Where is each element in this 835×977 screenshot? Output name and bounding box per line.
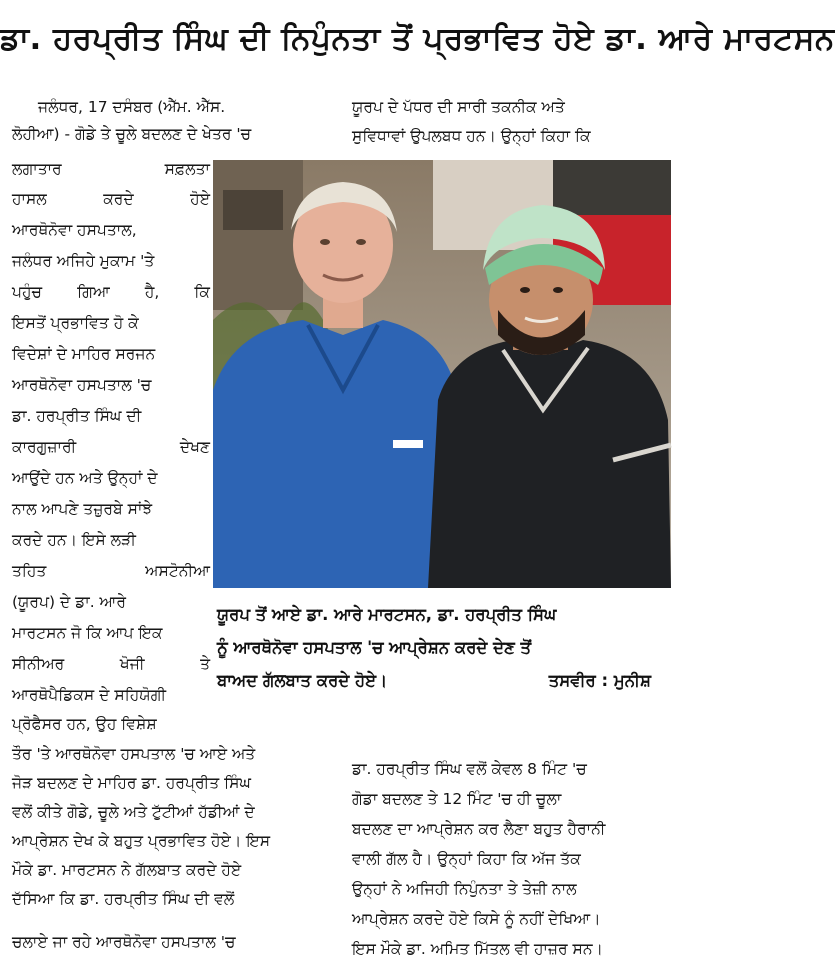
body-line: ਲੋਹੀਆ) - ਗੋਡੇ ਤੇ ਚੂਲੇ ਬਦਲਣ ਦੇ ਖੇਤਰ 'ਚ xyxy=(12,125,252,143)
body-line: ਉਨ੍ਹਾਂ ਨੇ ਅਜਿਹੀ ਨਿਪੁੰਨਤਾ ਤੇ ਤੇਜ਼ੀ ਨਾਲ xyxy=(352,880,577,898)
body-line: ਵਾਲੀ ਗੱਲ ਹੈ। ਉਨ੍ਹਾਂ ਕਿਹਾ ਕਿ ਅੱਜ ਤੱਕ xyxy=(352,850,581,868)
body-line: ਨਾਲ ਆਪਣੇ ਤਜ਼ੁਰਬੇ ਸਾਂਝੇ xyxy=(12,500,153,518)
news-photo xyxy=(213,160,671,588)
body-line: ਕਾਰਗੁਜ਼ਾਰੀ ਦੇਖਣ xyxy=(12,438,210,456)
body-line: ਆਉਂਦੇ ਹਨ ਅਤੇ ਉਨ੍ਹਾਂ ਦੇ xyxy=(12,469,158,487)
body-line: ਇਸ ਮੌਕੇ ਡਾ. ਅਮਿਤ ਮਿੱਤਲ ਵੀ ਹਾਜ਼ਰ ਸਨ। xyxy=(352,940,604,958)
body-line: ਇਸਤੋਂ ਪ੍ਰਭਾਵਿਤ ਹੋ ਕੇ xyxy=(12,314,139,332)
photo-credit: ਤਸਵੀਰ : ਮੁਨੀਸ਼ xyxy=(548,671,651,690)
body-line: ਮਾਰਟਸਨ ਜੋ ਕਿ ਆਪ ਇਕ xyxy=(12,624,163,642)
body-line: ਆਪ੍ਰੇਸ਼ਨ ਕਰਦੇ ਹੋਏ ਕਿਸੇ ਨੂੰ ਨਹੀਂ ਦੇਖਿਆ। xyxy=(352,910,601,928)
body-line: ਆਪ੍ਰੇਸ਼ਨ ਦੇਖ ਕੇ ਬਹੁਤ ਪ੍ਰਭਾਵਿਤ ਹੋਏ। ਇਸ xyxy=(12,832,271,850)
body-line: ਸੀਨੀਅਰ ਖੋਜੀ ਤੇ xyxy=(12,655,210,673)
caption-line: ਯੂਰਪ ਤੋਂ ਆਏ ਡਾ. ਆਰੇ ਮਾਰਟਸਨ, ਡਾ. ਹਰਪ੍ਰੀਤ ਸਿੰਘ xyxy=(217,605,557,624)
body-line: ਆਰਥੋਪੈਡਿਕਸ ਦੇ ਸਹਿਯੋਗੀ xyxy=(12,686,167,704)
body-line: ਲਗਾਤਾਰ ਸਫ਼ਲਤਾ xyxy=(12,160,210,178)
body-line: ਜਲੰਧਰ, 17 ਦਸੰਬਰ (ਐੱਮ. ਐੱਸ. xyxy=(38,98,226,116)
caption-text: ਬਾਅਦ ਗੱਲਬਾਤ ਕਰਦੇ ਹੋਏ। xyxy=(217,671,388,690)
body-line: ਤਹਿਤ ਅਸਟੋਨੀਆ xyxy=(12,562,210,580)
body-line: ਬਦਲਣ ਦਾ ਆਪ੍ਰੇਸ਼ਨ ਕਰ ਲੈਣਾ ਬਹੁਤ ਹੈਰਾਨੀ xyxy=(352,820,606,838)
photo-illustration xyxy=(213,160,671,588)
body-line: ਕਰਦੇ ਹਨ। ਇਸੇ ਲੜੀ xyxy=(12,531,136,549)
body-line: ਪਹੁੰਚ ਗਿਆ ਹੈ, ਕਿ xyxy=(12,283,210,301)
body-line: ਮੌਕੇ ਡਾ. ਮਾਰਟਸਨ ਨੇ ਗੱਲਬਾਤ ਕਰਦੇ ਹੋਏ xyxy=(12,861,242,879)
body-line: ਦੱਸਿਆ ਕਿ ਡਾ. ਹਰਪ੍ਰੀਤ ਸਿੰਘ ਦੀ ਵਲੋਂ xyxy=(12,890,235,908)
body-line: ਸੁਵਿਧਾਵਾਂ ਉਪਲਬਧ ਹਨ। ਉਨ੍ਹਾਂ ਕਿਹਾ ਕਿ xyxy=(352,127,591,145)
body-line: ਹਾਸਲ ਕਰਦੇ ਹੋਏ xyxy=(12,190,210,208)
body-line: ਗੋਡਾ ਬਦਲਣ ਤੇ 12 ਮਿੰਟ 'ਚ ਹੀ ਚੂਲਾ xyxy=(352,790,562,808)
body-line: ਡਾ. ਹਰਪ੍ਰੀਤ ਸਿੰਘ ਵਲੋਂ ਕੇਵਲ 8 ਮਿੰਟ 'ਚ xyxy=(352,760,587,778)
body-line: ਤੌਰ 'ਤੇ ਆਰਥੋਨੋਵਾ ਹਸਪਤਾਲ 'ਚ ਆਏ ਅਤੇ xyxy=(12,745,256,763)
body-line: ਜੋੜ ਬਦਲਣ ਦੇ ਮਾਹਿਰ ਡਾ. ਹਰਪ੍ਰੀਤ ਸਿੰਘ xyxy=(12,774,251,792)
caption-line: ਨੂੰ ਆਰਥੋਨੋਵਾ ਹਸਪਤਾਲ 'ਚ ਆਪ੍ਰੇਸ਼ਨ ਕਰਦੇ ਦੇਣ ਤੋਂ xyxy=(217,638,532,657)
body-line: ਚਲਾਏ ਜਾ ਰਹੇ ਆਰਥੋਨੋਵਾ ਹਸਪਤਾਲ 'ਚ xyxy=(12,933,236,951)
body-line: ਡਾ. ਹਰਪ੍ਰੀਤ ਸਿੰਘ ਦੀ xyxy=(12,407,142,425)
body-line: ਯੂਰਪ ਦੇ ਪੱਧਰ ਦੀ ਸਾਰੀ ਤਕਨੀਕ ਅਤੇ xyxy=(352,98,565,116)
body-line: ਆਰਥੋਨੋਵਾ ਹਸਪਤਾਲ, xyxy=(12,221,137,239)
headline: ਡਾ. ਹਰਪ੍ਰੀਤ ਸਿੰਘ ਦੀ ਨਿਪੁੰਨਤਾ ਤੋਂ ਪ੍ਰਭਾਵਿਤ ਹੋਏ ਡਾ. ਆਰੇ ਮਾਰਟਸਨ xyxy=(0,21,835,57)
body-line: ਵਲੋਂ ਕੀਤੇ ਗੋਡੇ, ਚੂਲੇ ਅਤੇ ਟੁੱਟੀਆਂ ਹੱਡੀਆਂ ਦੇ xyxy=(12,803,255,821)
body-line: ਵਿਦੇਸ਼ਾਂ ਦੇ ਮਾਹਿਰ ਸਰਜਨ xyxy=(12,345,156,363)
caption-line xyxy=(217,666,673,696)
body-line: (ਯੂਰਪ) ਦੇ ਡਾ. ਆਰੇ xyxy=(12,593,127,611)
body-line: ਆਰਥੋਨੋਵਾ ਹਸਪਤਾਲ 'ਚ xyxy=(12,376,152,394)
body-line: ਪ੍ਰੋਫੈਸਰ ਹਨ, ਉਹ ਵਿਸ਼ੇਸ਼ xyxy=(12,715,157,733)
body-line: ਜਲੰਧਰ ਅਜਿਹੇ ਮੁਕਾਮ 'ਤੇ xyxy=(12,252,155,270)
